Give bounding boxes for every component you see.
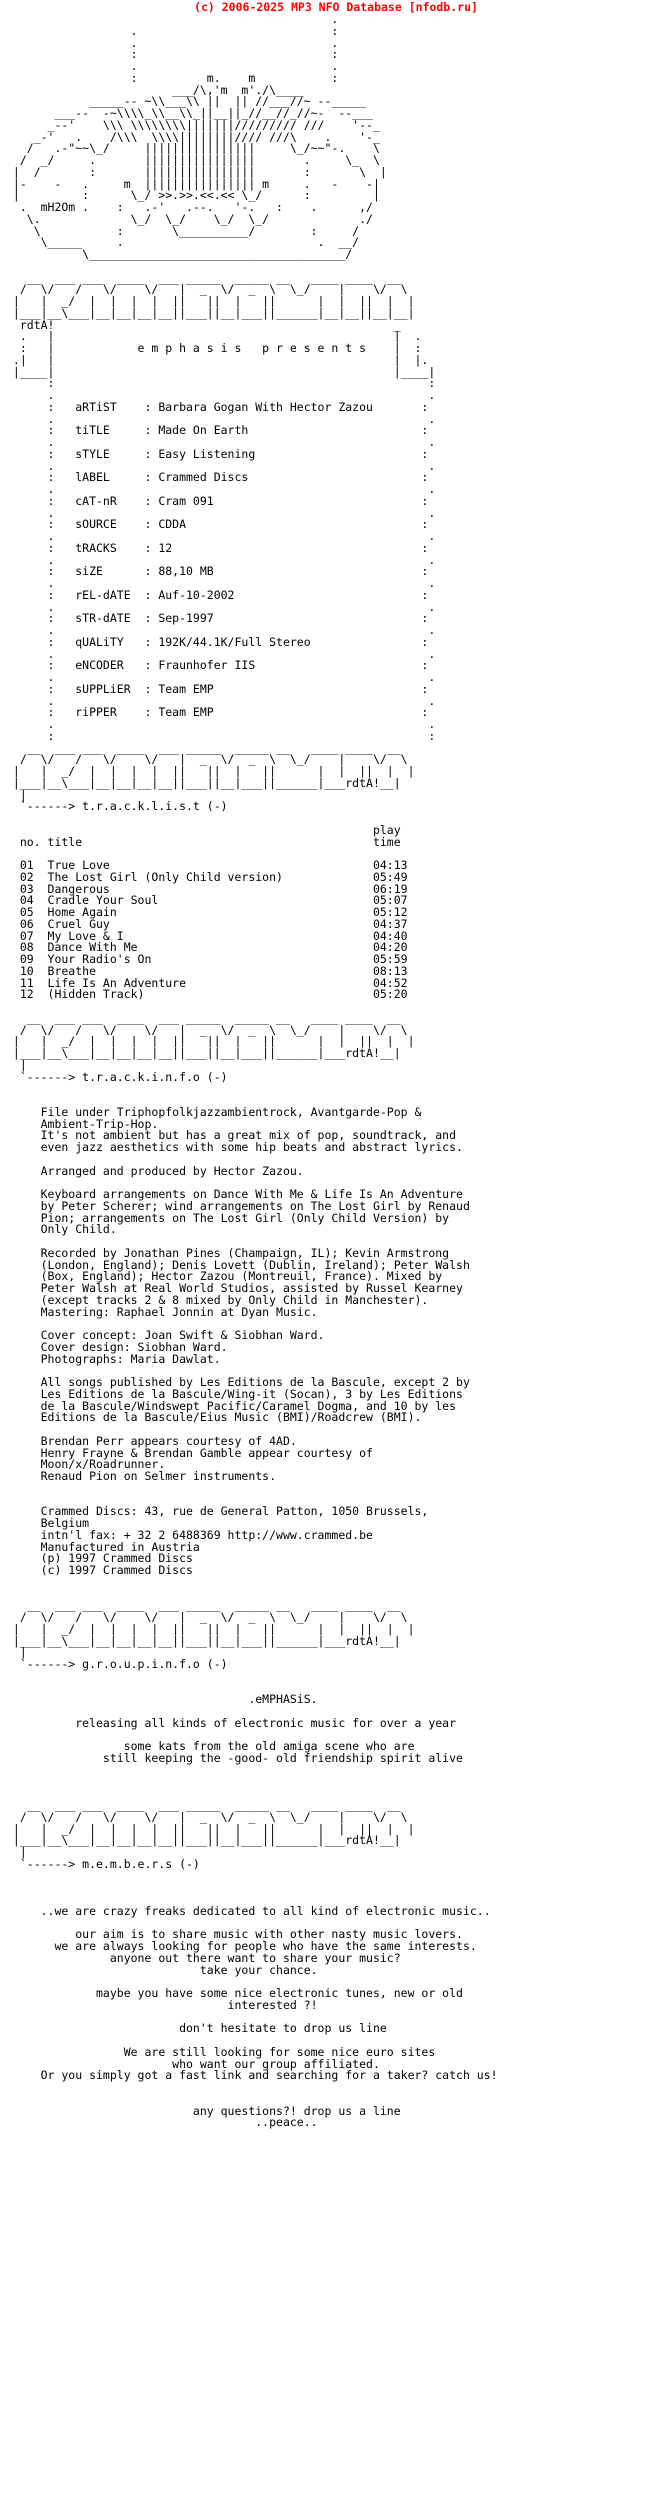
site-copyright-header[interactable]: (c) 2006-2025 MP3 NFO Database [nfodb.ru] [194,0,478,14]
nfo-text: . . : . . : : . . : m. m : ___/\,'m m'./\____ _____-- ~\\___\\ || || //___//~ --_____ ___-- -~\\\\_\\__\\_||__||_//__//_//~- --___ _--' \\\ \\\\\\\\|||||||///////// /// '--_ _-' . /\\\ \\\\||||||||//// ///\ . '-_ / .-"~~\_/ |||||||||||||||| \_/~~"-. \ / _/ . |||||||||||||||| . \_ \ | / : |||||||||||||||| : \ | |- - . m |||||||||||||||| m . - -| | : \_/ >>.>>.<<.<< \_/ : | . mH2Om . : .-' .--. '-. : . ,/ \. \_/ \_/ \_/ \_/ ./ \ : \__________/ : / \_____ . . __/ \_____________________________________/ __ ___ ___ ____ ___ _____ _____ __ ____ ____ __ / \/ / \/ \/ | _ \/ _ \ \_/ | \/ \ | | _/ | | | | || || | || | | || | | |___|__\___|__|__|__|__||___||__|___||______|__|__||__|__| rdtA! _ . | | . : | e m p h a s i s p r e s e n t s | : .| | | |. |____| |____| : : . . : aRTiST : Barbara Gogan With Hector Zazou : . . : tiTLE : Made On Earth : . . : sTYLE : Easy Listening : . . : lABEL : Crammed Discs : . . : cAT-nR : Cram 091 : . . : sOURCE : CDDA : . . : tRACKS : 12 : . . : siZE : 88,10 MB : . . : rEL-dATE : Auf-10-2002 : . . : sTR-dATE : Sep-1997 : . . : qUALiTY : 192K/44.1K/Full Stereo : . . : eNCODER : Fraunhofer IIS : . . : sUPPLiER : Team EMP : . . : riPPER : Team EMP : . . : : __ ___ ___ ____ ___ _____ _____ __ ____ ____ __ / \/ / \/ \/ | _ \/ _ \ \_/ | \/ \ | | _/ | | | | || || | || | | || | | |___|__\___|__|__|__|__||___||__|___||______|___rdtA!__| | `------> t.r.a.c.k.l.i.s.t (-) play no. title time 01 True Love 04:13 02 The Lost Girl (Only Child version) 05:49 03 Dangerous 06:19 04 Cradle Your Soul 05:07 05 Home Again 05:12 06 Cruel Guy 04:37 07 My Love & I 04:40 08 Dance With Me 04:20 09 Your Radio's On 05:59 10 Breathe 08:13 11 Life Is An Adventure 04:52 12 (Hidden Track) 05:20 __ ___ ___ ____ ___ _____ _____ __ ____ ____ __ / \/ / \/ \/ | _ \/ _ \ \_/ | \/ \ | | _/ | | | | || || | || | | || | | |___|__\___|__|__|__|__||___||__|___||______|___rdtA!__| | `------> t.r.a.c.k.i.n.f.o (-) File under Triphopfolkjazzambientrock, Avantgarde-Pop & Ambient-Trip-Hop. It's not ambient but has a great mix of pop, soundtrack, and even jazz aesthetics with some hip beats and abstract lyrics. Arranged and produced by Hector Zazou. Keyboard arrangements on Dance With Me & Life Is An Adventure by Peter Scherer; wind arrangements on The Lost Girl by Renaud Pion; arrangements on The Lost Girl (Only Child Version) by Only Child. Recorded by Jonathan Pines (Champaign, IL); Kevin Armstrong (London, England); Denis Lovett (Dublin, Ireland); Peter Walsh (Box, England); Hector Zazou (Montreuil, France). Mixed by Peter Walsh at Real World Studios, assisted by Russel Kearney (except tracks 2 & 8 mixed by Only Child in Manchester). Mastering: Raphael Jonnin at Dyan Music. Cover concept: Joan Swift & Siobhan Ward. Cover design: Siobhan Ward. Photographs: Maria Dawlat. All songs published by Les Editions de la Bascule, except 2 by Les Editions de la Bascule/Wing-it (Socan), 3 by Les Editions de la Bascule/Windswept Pacific/Caramel Dogma, and 10 by les Editions de la Bascule/Eius Music (BMI)/Roadcrew (BMI). Brendan Perr appears courtesy of 4AD. Henry Frayne & Brendan Gamble appear courtesy of Moon/x/Roadrunner. Renaud Pion on Selmer instruments. Crammed Discs: 43, rue de General Patton, 1050 Brussels, Belgium intn'l fax: + 32 2 6488369 http://www.crammed.be Manufactured in Austria (p) 1997 Crammed Discs (c) 1997 Crammed Discs __ ___ ___ ____ ___ _____ _____ __ ____ ____ __ / \/ / \/ \/ | _ \/ _ \ \_/ | \/ \ | | _/ | | | | || || | || | | || | | |___|__\___|__|__|__|__||___||__|___||______|___rdtA!__| | `------> g.r.o.u.p.i.n.f.o (-) .eMPHASiS. releasing all kinds of electronic music for over a year some kats from the old amiga scene who are still keeping the -good- old friendship spirit alive __ ___ ___ ____ ___ _____ _____ __ ____ ____ __ / \/ / \/ \/ | _ \/ _ \ \_/ | \/ \ | | _/ | | | | || || | || | | || | | |___|__\___|__|__|__|__||___||__|___||______|___rdtA!__| | `------> m.e.m.b.e.r.s (-) ..we are crazy freaks dedicated to all kind of electronic music.. our aim is to share music with other nasty music lovers. we are always looking for people who have the same interests. anyone out there want to share your music? take your chance. maybe you have some nice electronic tunes, new or old interested ?! don't hesitate to drop us line We are still looking for some nice euro sites who want our group affiliated. Or you simply got a fast link and searching for a taker? catch us! any questions?! drop us a line ..peace.. [12,12,498,2130]
